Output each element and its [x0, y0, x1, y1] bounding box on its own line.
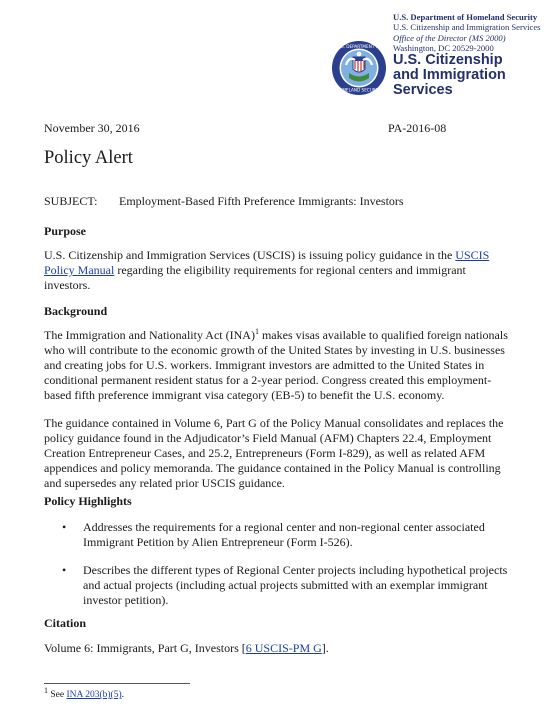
subject-line — [44, 194, 404, 209]
policy-highlights-heading: Policy Highlights — [44, 494, 132, 508]
footnote — [44, 685, 124, 700]
letterhead-office: Office of the Director (MS 2000) — [393, 32, 506, 43]
letterhead-agency-line: U.S. Citizenship and Immigration Services — [393, 22, 541, 33]
background-heading: Background — [44, 304, 108, 318]
footnote-divider — [44, 683, 190, 684]
subject-label: SUBJECT: — [44, 194, 98, 208]
footnote-text-after: . — [121, 690, 124, 700]
background-p1-before: The Immigration and Nationality Act (INA) — [44, 328, 255, 342]
footnote-number: 1 — [44, 685, 48, 695]
footnote-reference[interactable]: 1 — [254, 327, 259, 336]
purpose-heading: Purpose — [44, 224, 86, 238]
agency-name-line-2: and Immigration — [393, 67, 506, 83]
footnote-text-before: See — [48, 690, 67, 700]
letterhead-address-block — [393, 12, 541, 54]
document-date: November 30, 2016 — [44, 121, 140, 135]
highlight-text: Addresses the requirements for a regional center and non-regional center associated Immigrant Petition by Alien Entrepreneur (Form I-526). — [83, 520, 485, 549]
dhs-seal-icon — [331, 40, 387, 96]
citation-link[interactable]: 6 USCIS-PM G — [245, 641, 322, 655]
bullet-icon: • — [62, 563, 67, 577]
citation-text-after: ]. — [321, 641, 329, 655]
list-item — [58, 563, 508, 608]
purpose-paragraph — [44, 248, 514, 293]
uscis-policy-manual-link[interactable]: USCIS Policy Manual — [44, 248, 490, 277]
background-p1-after: makes visas available to qualified foreign nationals who will contribute to the economic growth of the United States by investing in U.S. businesses and creating jobs for U.S. workers. Immigrant investors are admitted to the United States in conditional permanent resident status for a 2-year period. Congress created this employment-based fifth preference immigrant visa category (EB-5) to benefit the U.S. economy. — [44, 328, 508, 402]
background-paragraph-2: The guidance contained in Volume 6, Part G of the Policy Manual consolidates and replaces the policy guidance found in the Adjudicator’s Field Manual (AFM) Chapters 22.4, Employment Creation Entrepreneur Cases, and 25.2, Entrepreneurs (Form I-829), as well as related AFM appendices and policy memoranda. The guidance contained in the Policy Manual is controlling and supersedes any related prior USCIS guidance. — [44, 416, 504, 490]
letterhead-department: U.S. Department of Homeland Security — [393, 12, 538, 22]
agency-name-line-3: Services — [393, 82, 453, 98]
purpose-text-before: U.S. Citizenship and Immigration Services (USCIS) is issuing policy guidance in the — [44, 248, 456, 262]
citation-heading: Citation — [44, 616, 86, 630]
bullet-icon: • — [62, 520, 67, 534]
footnote-ina-link[interactable]: INA 203(b)(5) — [66, 690, 122, 700]
page-title: Policy Alert — [44, 148, 133, 168]
purpose-text-after: regarding the eligibility requirements for regional centers and immigrant investors. — [44, 263, 466, 292]
subject-text: Employment-Based Fifth Preference Immigrants: Investors — [119, 194, 404, 208]
list-item — [58, 520, 508, 550]
agency-name-line-1: U.S. Citizenship — [393, 52, 503, 68]
citation-text-before: Volume 6: Immigrants, Part G, Investors [ — [44, 641, 246, 655]
policy-highlights-list — [58, 520, 508, 621]
letterhead-agency-name — [393, 53, 506, 98]
letterhead-address: Washington, DC 20529-2000 — [393, 43, 494, 54]
background-paragraph-1 — [44, 328, 514, 403]
citation-paragraph — [44, 641, 514, 656]
svg-text:HOMELAND SECURITY: HOMELAND SECURITY — [335, 87, 383, 93]
policy-alert-number: PA-2016-08 — [388, 121, 447, 135]
highlight-text: Describes the different types of Regional Center projects including hypothetical projects and actual projects (including actual projects submitted with an exemplar immigrant investor petition). — [83, 563, 508, 607]
svg-text:U.S. DEPARTMENT OF: U.S. DEPARTMENT OF — [336, 44, 382, 50]
